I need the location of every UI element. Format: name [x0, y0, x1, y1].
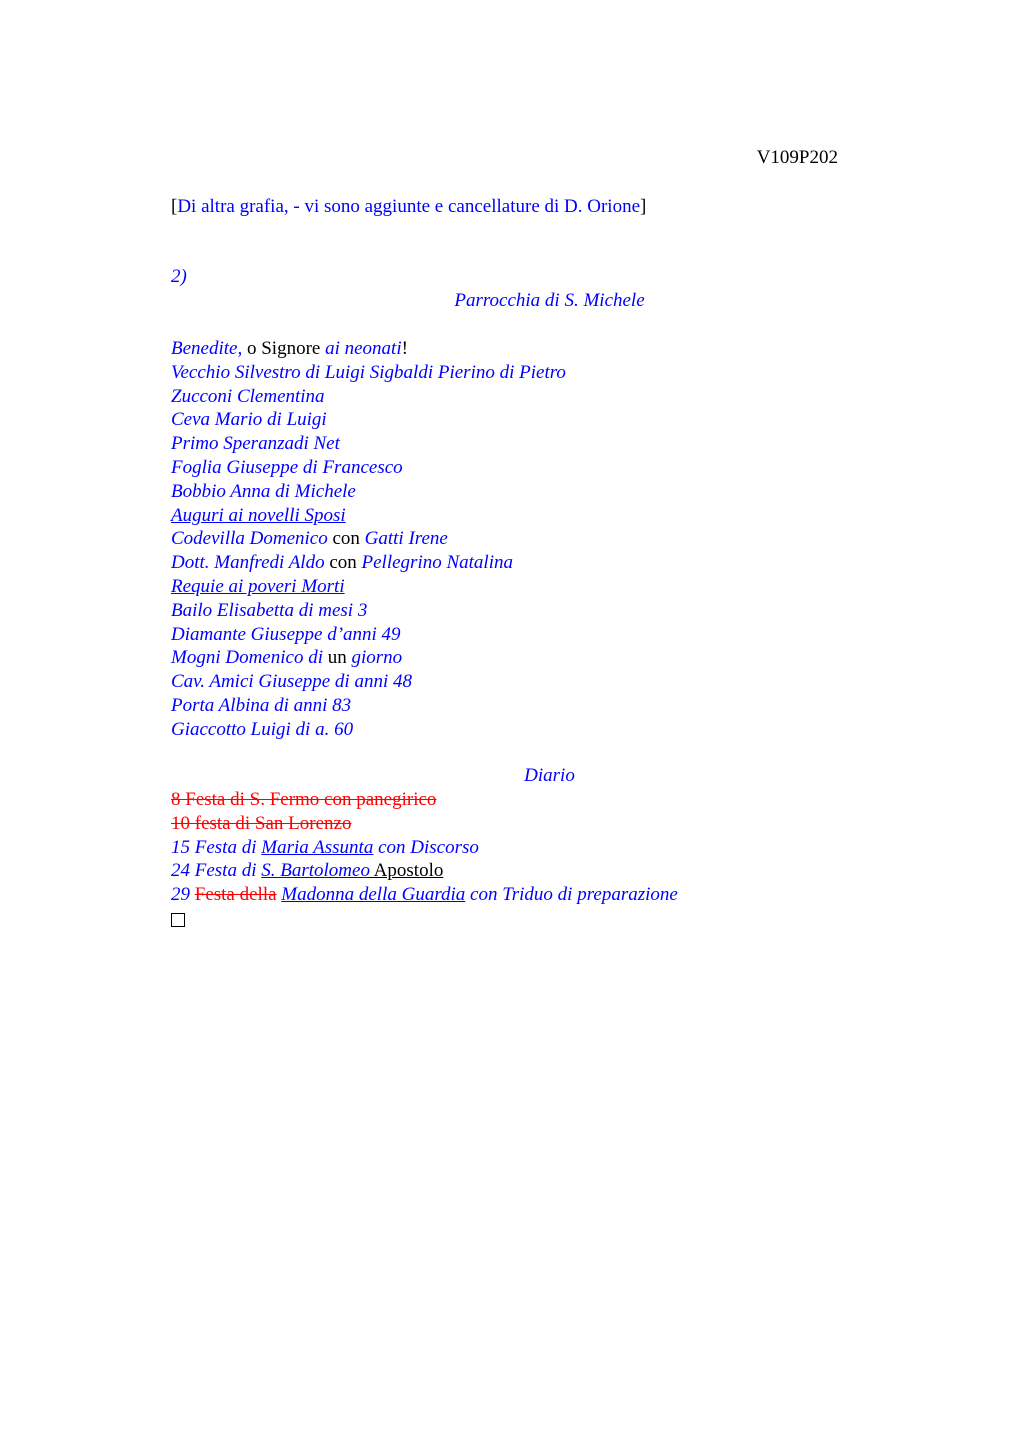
- page-id: V109P202: [756, 147, 838, 168]
- marriage-entry: Dott. Manfredi Aldo con Pellegrino Natalina: [171, 552, 513, 574]
- section-number: 2): [171, 266, 187, 287]
- records-list: [171, 337, 871, 742]
- baptism-entry: Ceva Mario di Luigi: [171, 409, 327, 431]
- baptism-entry: Zucconi Clementina: [171, 385, 325, 407]
- diario-title: Diario: [524, 765, 575, 786]
- end-box-icon: [171, 907, 871, 934]
- diario-struck-entry: 10 festa di San Lorenzo: [171, 812, 352, 834]
- deaths-heading: Requie ai poveri Morti: [171, 575, 345, 597]
- note-bracket-open: [: [171, 196, 178, 217]
- baptism-entry: Primo Speranzadi Net: [171, 433, 340, 455]
- death-entry: Mogni Domenico di un giorno: [171, 647, 403, 669]
- diario-entry: 15 Festa di Maria Assunta con Discorso: [171, 836, 479, 858]
- diario-list: [171, 788, 871, 934]
- diario-entry: 24 Festa di S. Bartolomeo Apostolo: [171, 860, 444, 882]
- death-entry: Cav. Amici Giuseppe di anni 48: [171, 671, 412, 693]
- death-entry: Giaccotto Luigi di a. 60: [171, 718, 354, 740]
- note-bracket-close: ]: [640, 196, 647, 217]
- death-entry: Porta Albina di anni 83: [171, 694, 352, 716]
- note-text: Di altra grafia, - vi sono aggiunte e cancellature di D. Orione: [177, 196, 641, 217]
- death-entry: Bailo Elisabetta di mesi 3: [171, 599, 368, 621]
- baptism-entry: Vecchio Silvestro di Luigi Sigbaldi Pierino di Pietro: [171, 361, 566, 383]
- baptism-entry: Foglia Giuseppe di Francesco: [171, 456, 403, 478]
- editor-note: [171, 196, 646, 218]
- diario-struck-entry: 8 Festa di S. Fermo con panegirico: [171, 789, 437, 810]
- baptisms-intro: Benedite, o Signore ai neonati!: [171, 338, 408, 359]
- parish-title: Parrocchia di S. Michele: [454, 290, 645, 311]
- diario-entry: 29 Festa della Madonna della Guardia con Triduo di preparazione: [171, 884, 678, 906]
- marriages-heading: Auguri ai novelli Sposi: [171, 504, 346, 526]
- marriage-entry: Codevilla Domenico con Gatti Irene: [171, 528, 448, 550]
- baptism-entry: Bobbio Anna di Michele: [171, 480, 356, 502]
- death-entry: Diamante Giuseppe d’anni 49: [171, 623, 401, 645]
